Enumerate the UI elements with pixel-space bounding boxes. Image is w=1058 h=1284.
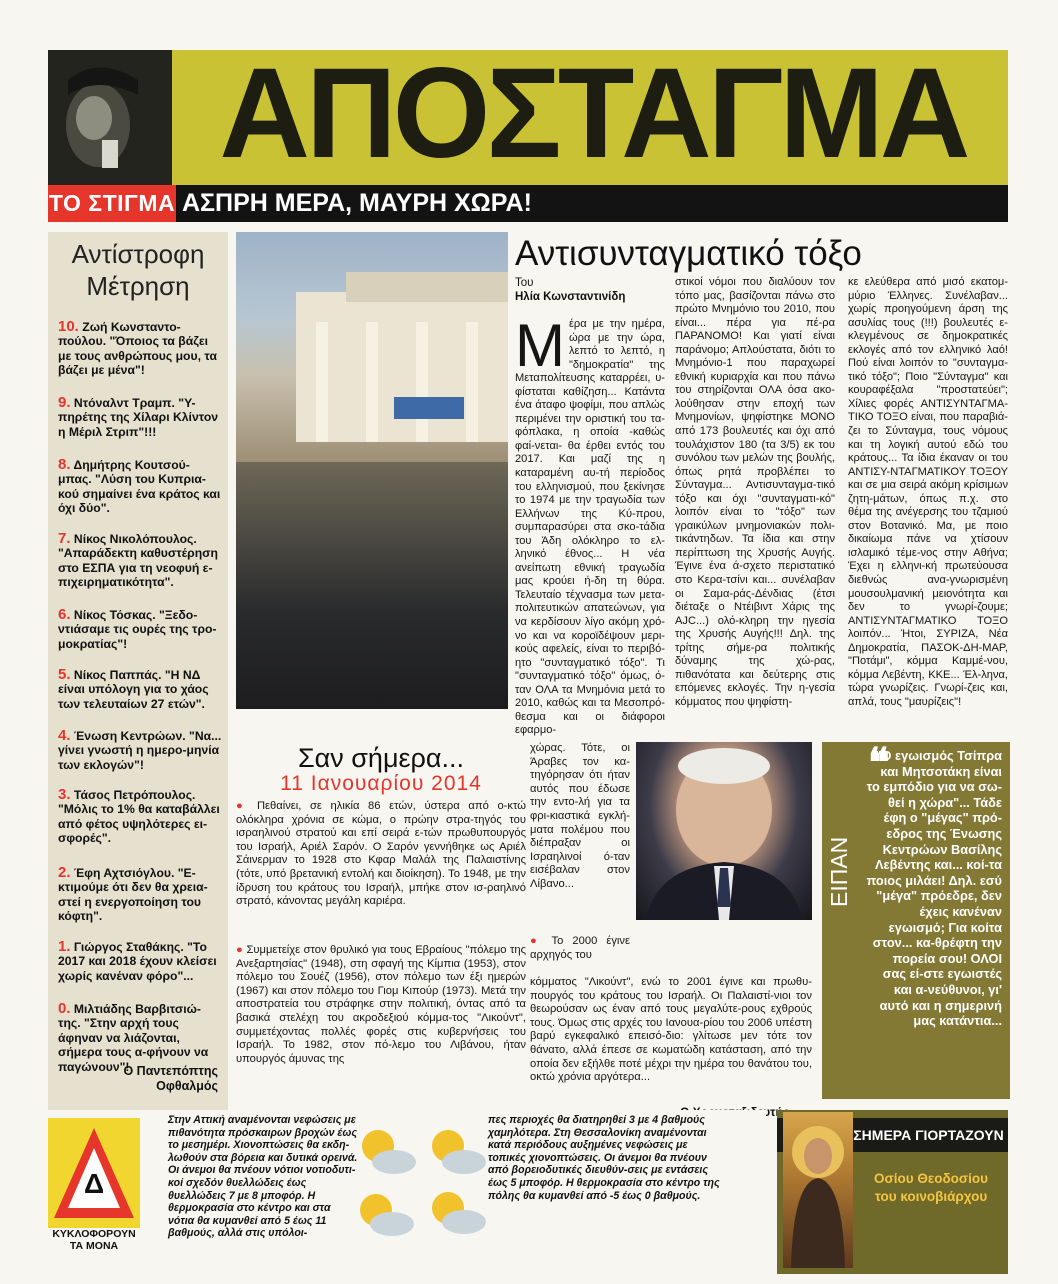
byline-prefix: Του (515, 277, 534, 289)
article-column-3: κε ελεύθερα από μισό εκατομ-μύριο Έλληνες. Συνέλαβαν... χωρίς προηγούμενη άρση της ασυλίας τους (!!!) βουλευτές ε-κλεγμένους σε δημοκρατικές εκλογές από τον ελληνικό λαό! Πού είναι λοιπόν το "συνταγμα-τικό τόξο"; Ποιο "Σύνταγμα" και κουραφέξαλα "προστατεύει"; Χίλιες φορές ΑΝΤΙΣΥΝΤΑΓΜΑ-ΤΙΚΟ ΤΟΞΟ είναι, που παραβιά-ζει το Σύνταγμα, τους νόμους και τη λογική αυτού εδώ του κράτους... Τα ίδια έκαναν οι του ΑΝΤΙΣΥ-ΝΤΑΓΜΑΤΙΚΟΥ ΤΟΞΟΥ και σε μια σειρά ακόμη κρίσιμων ζητη-μάτων, όπως π.χ. στο θέμα της ανέγερσης του τζαμιού στον Βοτανικό. Μα, με ποιο δικαίωμα πάνε να χτίσουν ισλαμικό τέμε-νος στην Αθήνα; Έχει η ελληνι-κή πρωτεύουσα διεθνώς ανα-γνωρισμένη μουσουλμανική μειονότητα και δεν το γνωρί-ζουμε; ΑΝΤΙΣΥΝΤΑΓΜΑΤΙΚΟ ΤΟΞΟ λοιπόν... Ήτοι, ΣΥΡΙΖΑ, Νέα Δημοκρατία, ΠΑΣΟΚ-ΔΗ-ΜΑΡ, "Ποτάμι", κόμμα Καμμέ-νου, κόμμα Λεβέντη, ΚΚΕ... Έλ-ληνα, τώρα γνωρίζεις. Γνωρί-ζεις και, απλά, τους "μαυρίζεις"! (848, 276, 1008, 708)
countdown-item (58, 940, 223, 983)
photo-crowd (236, 462, 508, 709)
traffic-caption (48, 1228, 140, 1252)
section-label: ΤΟ ΣΤΙΓΜΑ (48, 185, 176, 222)
today-text: Συμμετείχε στον θρυλικό για τους Εβραίους "πόλεμο της Ανεξαρτησίας" (1948), στη σφαγή της Κίμπια (1953), στον πόλεμο του Σουέζ (1956), στον πόλεμο των έξι ημερών (1967) και στον πόλεμο του Γιομ Κιπούρ (1973). Μετά την αποστρατεία του στράφηκε στην πολιτική, όντας από τα βασικά στελέχη του ακροδεξιού κόμμα-τος "Λικούντ", συμμετέχοντας πολλές φορές στις κυβερνήσεις του Ισραήλ. Το 1982, στον πό-λεμο του Λιβάνου, ήταν υπουργός άμυνας της (236, 944, 526, 1065)
countdown-item (58, 532, 223, 590)
countdown-quote: "Να... γίνει γνωστή η ημερο-μηνία των εκλογών"! (58, 729, 222, 772)
photo-column (316, 322, 328, 442)
photo-column (366, 322, 378, 442)
today-paragraph-4b: κόμματος "Λικούντ", ενώ το 2001 έγινε και πρωθυ-πουργός του κράτους του Ισραήλ. Οι Παλαιστί-νιοι τον θεωρούσαν ως έναν από τους μεγαλύτε-ρους εχθρούς τους. Όμως στις αρχές του Ιανουα-ρίου του 2006 υπέστη βαρύ εγκεφαλικό επεισό-διο: γλίτωσε μεν τότε τον θάνατο, αλλά έπεσε σε κωματώδη κατάσταση, από την οποία δεν εξήλθε ποτέ μέχρι την ημέρα του θανάτου του, οκτώ χρόνια αργότερα... (530, 976, 812, 1084)
countdown-number: 1. (58, 938, 71, 955)
countdown-person: Γιώργος Σταθάκης. (73, 940, 184, 954)
quote-sidebar (822, 742, 868, 1099)
countdown-quote: "Ξεδο-ντιάσαμε τις ουρές της τρο-μοκρατίας"! (58, 608, 217, 651)
masthead (48, 42, 1008, 222)
byline-author: Ηλία Κωνσταντινίδη (515, 291, 626, 303)
countdown-person: Ντόναλντ Τραμπ. (73, 396, 175, 410)
countdown-person: Ζωή Κωνσταντο-πούλου. (58, 320, 181, 349)
countdown-item (58, 320, 223, 378)
countdown-quote: "Στην αρχή τους άφηναν να λιάζονται, σήμερα τους α-φήνουν να παγώνουν"! (58, 1016, 209, 1074)
countdown-number: 8. (58, 456, 71, 473)
traffic-triangle-icon (48, 1118, 140, 1228)
countdown-number: 6. (58, 606, 71, 623)
sun-cloud-icon (362, 1130, 416, 1174)
saint-icon-image (783, 1112, 853, 1268)
sun-cloud-icon (432, 1192, 486, 1234)
today-text: Πεθαίνει, σε ηλικία 86 ετών, ύστερα από ο-κτώ ολόκληρα χρόνια σε κώμα, ο πρώην στρα-τηγός του ισραηλινού στρατού και επί σειρά ε-τών πρωθυπουργός του Ισραήλ, Αριέλ Σαρόν. Ο Σαρόν γεννήθηκε ως Αριέλ Σάινερμαν το 1928 στο Κφαρ Μαλάλ της Παλαιστίνης (τότε, υπό βρετανική εντολή και διοίκηση). Το 1948, με την ίδρυση του κράτους του Ισραήλ, μπήκε στον ισ-ραηλινό στρατό, κάνοντας μεγάλη καριέρα. (236, 800, 526, 908)
countdown-quote: "Το 2017 και 2018 έχουν κλείσει χωρίς κανέναν φόρο"... (58, 940, 217, 983)
countdown-number: 7. (58, 530, 71, 547)
countdown-person: Νίκος Νικολόπουλος. (73, 532, 197, 546)
countdown-signature-line1: Ο Παντεπόπτης (123, 1064, 218, 1078)
article-dropcap: Μ (515, 312, 565, 379)
weather-icons (348, 1120, 498, 1265)
countdown-quote: "Όποιος τα βάζει με τους ανθρώπους μου, τα βάζει με μένα"! (58, 334, 217, 378)
countdown-item (58, 668, 223, 711)
countdown-quote: "Απαράδεκτη καθυστέρηση στο ΕΣΠΑ για τη νεοφυή ε-πιχειρηματικότητα". (58, 546, 218, 590)
countdown-item (58, 866, 223, 924)
today-paragraph-1 (236, 800, 526, 909)
countdown-person: Νίκος Παππάς. (73, 668, 162, 682)
weather-text-left: Στην Αττική αναμένονται νεφώσεις με πιθανότητα πρόσκαιρων βροχών έως το μεσημέρι. Χιονοπτώσεις θα εκδη-λωθούν στα βόρεια και δυτικά ορεινά. Οι άνεμοι θα πνέουν νότιοι νοτιοδυτι-κοί σχεδόν θυελλώδεις έως θυελλώδεις 7 με 8 μποφόρ. Η θερμοκρασία στο κέντρο και στα νότια θα κυμανθεί από 5 έως 11 βαθμούς, αλλά στις υπόλοι- (168, 1114, 358, 1240)
article-headline: Αντισυνταγματικό τόξο (515, 234, 862, 273)
countdown-number: 3. (58, 786, 71, 803)
countdown-quote: "Ε-κτιμούμε ότι δεν θα χρεια-στεί η ενεργοποίηση του κόφτη". (58, 866, 208, 924)
countdown-quote: "Η ΝΔ είναι υπόλογη για το χάος των τελευταίων 27 ετών". (58, 668, 209, 711)
countdown-title-line1: Αντίστροφη (71, 239, 205, 269)
bullet-icon: ● (236, 800, 257, 812)
quote-text: "Ο εγωισμός Τσίπρα και Μητσοτάκη είναι το εμπόδιο για να σω-θεί η χώρα"... Τάδε έφη ο "μέγας" πρό-εδρος της Ένωσης Κεντρώων Βασίλης Λεβέντης και... κοί-τα ποιος μιλάει! Δηλ. εσύ "μέγα" πρόεδρε, δεν έχεις κανέναν εγωισμό; Για κοίτα στον... κα-θρέφτη την πορεία σου! ΟΛΟΙ σας εί-στε εγωιστές και α-νεύθυνοι, γι' αυτό και η σημερινή μας κατάντια... (866, 748, 1002, 1029)
today-date: 11 Ιανουαρίου 2014 (280, 772, 482, 795)
article-column-1 (515, 312, 665, 737)
countdown-number: 0. (58, 1000, 71, 1017)
article-byline (515, 276, 665, 304)
countdown-person: Τάσος Πετρόπουλος. (73, 788, 196, 802)
weather-box (48, 1110, 766, 1274)
section-subtitle: ΑΣΠΡΗ ΜΕΡΑ, ΜΑΥΡΗ ΧΩΡΑ! (182, 189, 532, 217)
countdown-quote: "Λύση του Κυπρια-κού σημαίνει ένα κράτος και όχι δύο". (58, 472, 221, 516)
saint-name-line2: του κοινοβιάρχου (874, 1189, 988, 1204)
traffic-caption-line2: ΤΑ ΜΟΝΑ (69, 1240, 119, 1252)
today-paragraph-2 (236, 944, 526, 1066)
countdown-signature (123, 1064, 218, 1094)
countdown-person: Μιλτιάδης Βαρβιτσιώ-της. (58, 1002, 201, 1031)
countdown-person: Δημήτρης Κουτσού-μπας. (58, 458, 190, 487)
saint-name (857, 1170, 1005, 1206)
countdown-item (58, 729, 223, 772)
saint-name-line1: Οσίου Θεοδοσίου (873, 1171, 989, 1186)
countdown-number: 5. (58, 666, 71, 683)
quote-side-label: ΕΙΠΑΝ (826, 836, 852, 907)
quote-box (822, 742, 1010, 1099)
article-photo (236, 232, 508, 709)
countdown-number: 4. (58, 727, 71, 744)
article-col1-text: έρα με την ημέρα, ώρα με την ώρα, λεπτό το λεπτό, η "δημοκρατία" της Μεταπολίτευσης καταρρέει, υ-φίσταται καθίζηση... Κατάντα ένα άταφο ψοφίμι, που απλώς περιμένει την οριστική του τα-φόπλακα, η οποία -καθώς φαί-νεται- θα έρθει εντός του 2017. Και μαζί της η καταραμένη αυ-τή περίοδος του ελληνισμού, που ξεκίνησε το 1974 με την τραγωδία των Ελλήνων της Κύ-πρου, συμπαρασύρει στα σκο-τάδια του Άδη ολόκληρο το ελ-ληνικό έθνος... Η νέα ανείπωτη εθνική τραγωδία μας κρούει ή-δη τη θύρα. Τελευταίο τέχνασμα των μετα-πολιτευτικών απατεώνων, για να κερδίσουν λίγο ακόμη χρό-νο και να κοροϊδέψουν μερι-κούς αφελείς, είναι το περιβό-ητο "συνταγματικό τόξο". Τι "συνταγματικό τόξο" όμως, ό-ταν ΟΛΑ τα Μνημόνια μετά το 2010, καθώς και τα Μεσοπρό-θεσμα και οι διάφοροι εφαρμο- (515, 318, 665, 737)
countdown-title (48, 238, 228, 302)
countdown-signature-line2: Οφθαλμός (156, 1079, 218, 1093)
masthead-title: ΑΠΟΣΤΑΓΜΑ (219, 42, 967, 185)
saints-box (777, 1110, 1008, 1274)
bullet-icon: ● (236, 944, 247, 956)
today-text: Το 2000 έγινε αρχηγός του (530, 935, 630, 961)
photo-column (416, 322, 428, 442)
photo-banner (394, 397, 464, 419)
countdown-number: 9. (58, 394, 71, 411)
saints-title: ΣΗΜΕΡΑ ΓΙΟΡΤΑΖΟΥΝ (853, 1127, 1004, 1143)
today-paragraph-3: χώρας. Τότε, οι Άραβες τον κα-τηγόρησαν ότι ήταν αυτός που έδωσε την εντο-λή για τα φρι-κιαστικά εγκλή-ματα πολέμου που διέπραξαν οι Ισραηλινοί ό-ταν εισέβαλαν στον Λίβανο... (530, 742, 630, 890)
masthead-photo (48, 50, 172, 185)
countdown-item (58, 396, 223, 439)
sun-cloud-icon (360, 1194, 414, 1236)
today-title: Σαν σήμερα... (297, 743, 465, 773)
countdown-quote: "Μόλις το 1% θα καταβάλλει από φέτος υψηλότερες ει-σφορές". (58, 802, 220, 846)
countdown-item (58, 788, 223, 846)
countdown-number: 10. (58, 318, 79, 335)
photo-pediment (346, 272, 508, 302)
countdown-quote: "Υ-πηρέτης της Χίλαρι Κλίντον η Μέριλ Στριπ"!!! (58, 396, 219, 439)
weather-text-right: πες περιοχές θα διατηρηθεί 3 με 4 βαθμούς χαμηλότερα. Στη Θεσσαλονίκη αναμένονται κατά περιόδους αυξημένες νεφώσεις με τοπικές χιονοπτώσεις. Οι άνεμοι θα πνέουν από βορειοδυτικές διευθύν-σεις με εντάσεις έως 5 μποφόρ. Η θερμοκρασία στο κέντρο της πόλης θα κυμανθεί από -5 έως 0 βαθμούς. (488, 1114, 720, 1202)
countdown-number: 2. (58, 864, 71, 881)
countdown-item (58, 458, 223, 516)
countdown-person: Έφη Αχτσιόγλου. (73, 866, 175, 880)
sun-cloud-icon (432, 1130, 486, 1174)
traffic-symbol: Δ (83, 1168, 105, 1199)
countdown-person: Ένωση Κεντρώων. (73, 729, 186, 743)
sharon-photo (636, 742, 812, 920)
countdown-person: Νίκος Τόσκας. (73, 608, 156, 622)
countdown-title-line2: Μέτρηση (86, 271, 190, 301)
quote-mark-icon: ❝ (868, 741, 890, 785)
today-paragraph-4a (530, 935, 630, 962)
countdown-item (58, 608, 223, 651)
traffic-caption-line1: ΚΥΚΛΟΦΟΡΟΥΝ (52, 1228, 136, 1240)
photo-column (466, 322, 478, 442)
article-column-2: στικοί νόμοι που διαλύουν τον τόπο μας, βασίζονται πάνω στο πρώτο Μνημόνιο του 2010, που είναι... πέρα για πέ-ρα ΠΑΡΑΝΟΜΟ! Και γιατί είναι παράνομο; Απλούστατα, διότι το Μνημόνιο-1 που παραχωρεί εθνική κυριαρχία και που πάνω του στηρίζονται ΟΛΑ όσα ακο-λούθησαν στην εποχή των Μνημονίων, ψηφίστηκε ΜΟΝΟ από 173 βουλευτές και όχι από τουλάχιστον 180 (τα 3/5) εκ του συνόλου των μελών της βουλής, όπως ρητά προβλέπει το Σύνταγμα... Αντισυνταγμα-τικό τόξο και όχι "συνταγματι-κό" λοιπόν είναι το "τόξο" των γραικύλων μνημονιακών πολι-τικάντηδων. Τα ίδια και στην περίπτωση της Χρυσής Αυγής. Έγινε ένα ά-σχετο περιστατικό στο Κερα-τσίνι και... συνέλαβαν οι Σαμα-ράς-Δένδιας (έτσι διέταξε ο Ντέιβιντ Χάρις της AJC...) ολό-κληρη την ηγεσία της Χρυσής Αυγής!!! Δηλ. της τρίτης σήμε-ρα πολιτικής δύναμης της χώ-ρας, πιθανότατα και δεύτερης στις επόμενες εκλογές. Την η-γεσία κόμματος που ψηφίστη- (675, 276, 835, 708)
bullet-icon: ● (530, 935, 552, 947)
